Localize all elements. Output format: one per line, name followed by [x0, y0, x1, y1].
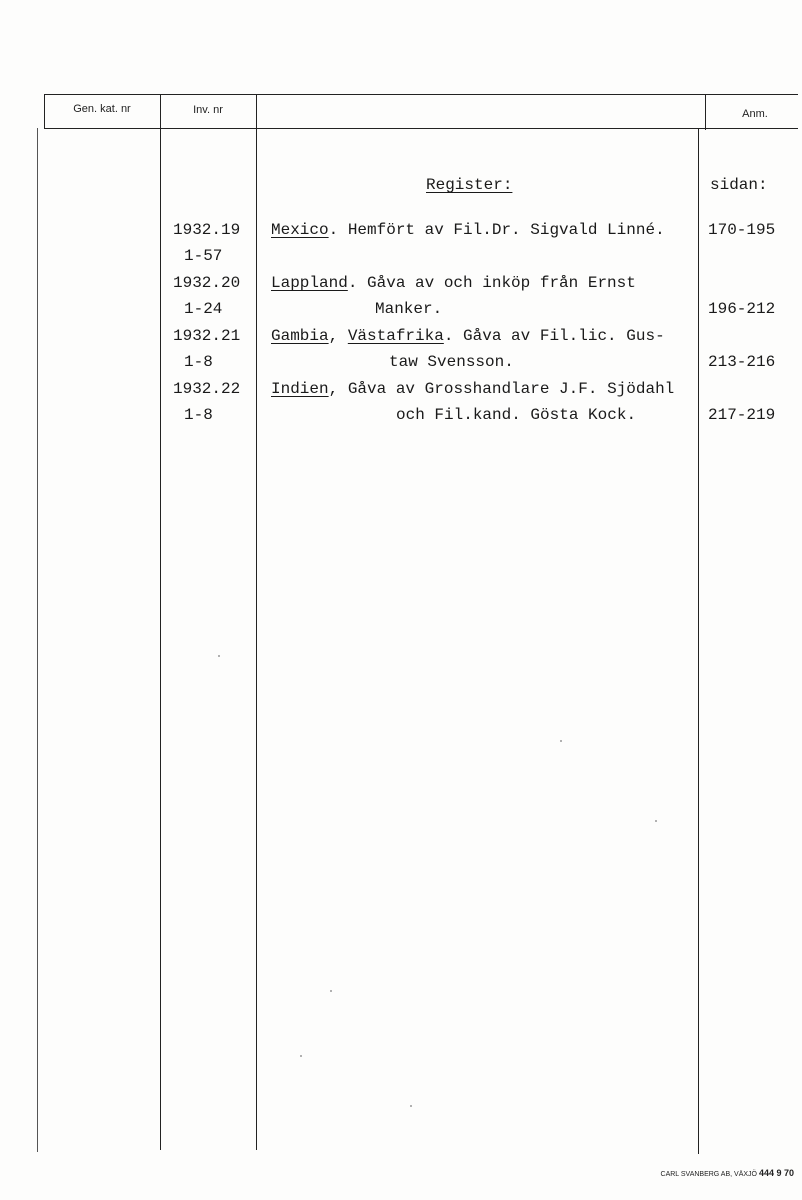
- inv-range: 1-57: [184, 247, 223, 265]
- scan-speck: [218, 655, 220, 657]
- inv-range: 1-24: [184, 300, 223, 318]
- scan-speck: [560, 740, 562, 742]
- place-name: Mexico: [271, 221, 329, 239]
- left-margin-rule: [37, 128, 38, 1152]
- left-border-rule: [44, 94, 45, 128]
- header-gen-kat-nr: Gen. kat. nr: [73, 103, 131, 115]
- header-anm: Anm.: [742, 108, 768, 120]
- scan-speck: [300, 1055, 302, 1057]
- entry-line: [271, 273, 636, 293]
- place-name-secondary: Västafrika: [347, 327, 444, 345]
- entry-line: Gambia, Västafrika. Gåva av Fil.lic. Gus-: [271, 327, 665, 345]
- inv-range: 1-8: [184, 406, 213, 424]
- inv-range: 1-8: [184, 353, 213, 371]
- page-range: 213-216: [708, 353, 776, 371]
- header-bottom-rule: [44, 128, 798, 129]
- entry-line: Indien, Gåva av Grosshandlare J.F. Sjödahl: [271, 380, 675, 398]
- entry-text: . Gåva av och inköp från Ernst: [347, 274, 636, 292]
- col-gen-kat-rule: [160, 94, 161, 1150]
- col-inv-rule: [256, 94, 257, 1150]
- col-anm-handdrawn-rule: [698, 128, 699, 1154]
- scan-speck: [330, 990, 332, 992]
- entry-continuation: taw Svensson.: [389, 353, 514, 371]
- place-name: Indien: [271, 380, 329, 398]
- scan-speck: [655, 820, 657, 822]
- col-anm-rule: [705, 94, 706, 130]
- page-range: 196-212: [708, 300, 776, 318]
- scan-speck: [410, 1105, 412, 1107]
- entry-line: [271, 220, 665, 240]
- page-range: 170-195: [708, 221, 776, 239]
- entry-continuation: Manker.: [375, 300, 443, 318]
- inv-number: 1932.20: [173, 274, 241, 292]
- register-title: Register:: [426, 176, 513, 194]
- header-inv-nr: Inv. nr: [193, 104, 223, 116]
- printer-mark: [661, 1168, 794, 1178]
- entry-text: Gåva av Grosshandlare J.F. Sjödahl: [338, 380, 675, 398]
- header-top-rule: [44, 94, 798, 95]
- inv-number: 1932.21: [173, 327, 241, 345]
- place-name: Lappland: [271, 274, 348, 292]
- entry-text: . Hemfört av Fil.Dr. Sigvald Linné.: [328, 221, 665, 239]
- entry-text: . Gåva av Fil.lic. Gus-: [443, 327, 665, 345]
- inv-number: 1932.22: [173, 380, 241, 398]
- form-number: 444 9 70: [758, 1168, 794, 1178]
- place-name: Gambia: [271, 327, 329, 345]
- entry-continuation: och Fil.kand. Gösta Kock.: [396, 406, 637, 424]
- pages-heading: sidan:: [710, 176, 768, 194]
- page-range: 217-219: [708, 406, 776, 424]
- printer-name: CARL SVANBERG AB, VÄXJÖ: [660, 1171, 757, 1178]
- inv-number: 1932.19: [173, 221, 241, 239]
